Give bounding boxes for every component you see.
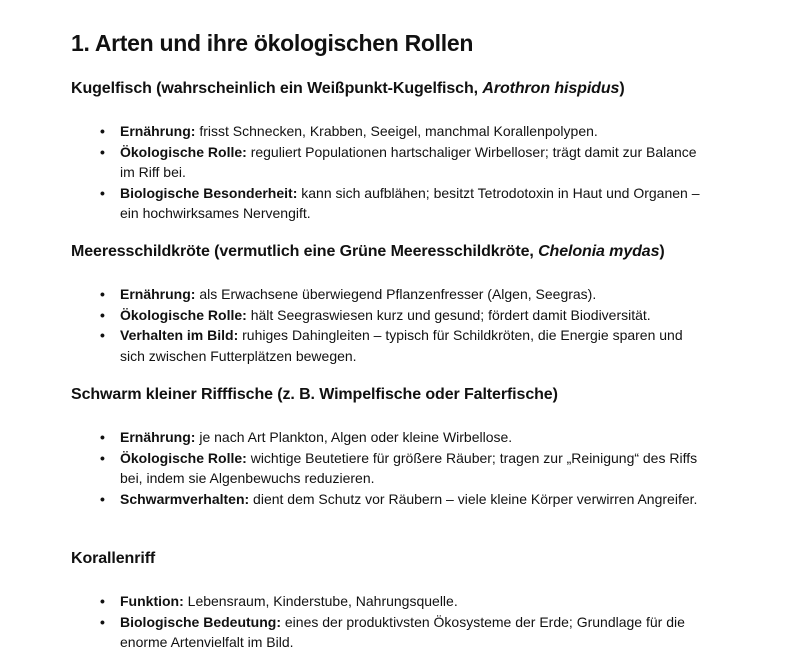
list-item	[100, 489, 700, 510]
item-text: ruhiges Dahingleiten – typisch für Schildkröten, die Energie sparen und sich zwischen Futterplätzen bewegen.	[120, 327, 683, 364]
item-text: als Erwachsene überwiegend Pflanzenfresser (Algen, Seegras).	[195, 286, 597, 302]
item-term: Ernährung:	[120, 123, 196, 139]
item-text: frisst Schnecken, Krabben, Seeigel, manchmal Korallenpolypen.	[195, 123, 598, 139]
bullet-icon: •	[100, 449, 105, 466]
heading-end: )	[659, 243, 665, 260]
bullet-icon: •	[100, 143, 105, 160]
list-item	[100, 142, 700, 183]
section-heading-korallenriff	[71, 550, 155, 568]
list-item	[100, 284, 710, 305]
list-item	[100, 448, 700, 489]
scientific-name: Chelonia mydas	[538, 243, 660, 260]
bullet-list-korallenriff	[100, 591, 700, 653]
heading-text: Schwarm kleiner Rifffische (z. B. Wimpelfische oder Falterfische)	[71, 386, 558, 403]
item-term: Ökologische Rolle:	[120, 306, 247, 323]
item-term: Ökologische Rolle:	[120, 143, 247, 160]
scientific-name: Arothron hispidus	[482, 80, 620, 97]
bullet-list-rifffische	[100, 427, 700, 509]
bullet-icon: •	[100, 429, 105, 445]
bullet-list-meeresschildkroete	[100, 284, 710, 366]
heading-text: Meeresschildkröte (vermutlich eine Grüne Meeresschildkröte,	[71, 243, 539, 260]
heading-end: )	[619, 80, 625, 97]
item-text: wichtige Beutetiere für größere Räuber; tragen zur „Reinigung“ des Riffs bei, indem sie Algenbewuchs reduzieren.	[120, 449, 698, 486]
item-term: Ökologische Rolle:	[120, 449, 247, 466]
bullet-icon: •	[100, 123, 105, 139]
item-text: eines der produktivsten Ökosysteme der Erde; Grundlage für die enorme Artenvielfalt im Bild.	[120, 613, 685, 650]
item-text: hält Seegraswiesen kurz und gesund; fördert damit Biodiversität.	[246, 306, 651, 323]
list-item	[100, 121, 700, 142]
item-text: dient dem Schutz vor Räubern – viele kleine Körper verwirren Angreifer.	[249, 490, 698, 507]
bullet-icon: •	[100, 306, 105, 323]
item-text: je nach Art Plankton, Algen oder kleine Wirbellose.	[195, 429, 513, 445]
item-term: Biologische Bedeutung:	[120, 613, 281, 630]
bullet-icon: •	[100, 327, 105, 343]
bullet-list-kugelfisch	[100, 121, 700, 224]
item-term: Biologische Besonderheit:	[120, 184, 298, 201]
item-text: kann sich aufblähen; besitzt Tetrodotoxin in Haut und Organen – ein hochwirksames Nervengift.	[120, 184, 700, 221]
section-heading-meeresschildkroete	[71, 243, 665, 261]
list-item	[100, 427, 700, 448]
page-title: 1. Arten und ihre ökologischen Rollen	[71, 30, 474, 56]
item-term: Schwarmverhalten:	[120, 490, 250, 507]
heading-text: Korallenriff	[71, 550, 156, 567]
bullet-icon: •	[100, 286, 105, 302]
bullet-icon: •	[100, 490, 105, 507]
section-heading-kugelfisch	[71, 80, 625, 98]
bullet-icon: •	[100, 184, 105, 201]
item-term: Ernährung:	[120, 429, 196, 445]
list-item	[100, 612, 700, 653]
item-term: Funktion:	[120, 593, 184, 609]
item-term: Verhalten im Bild:	[120, 327, 239, 343]
list-item	[100, 591, 700, 612]
item-text: reguliert Populationen hartschaliger Wirbelloser; trägt damit zur Balance im Riff bei.	[120, 143, 697, 180]
bullet-icon: •	[100, 593, 105, 609]
heading-text: Kugelfisch (wahrscheinlich ein Weißpunkt-Kugelfisch,	[71, 80, 483, 97]
list-item	[100, 183, 700, 224]
section-heading-rifffische	[71, 386, 558, 404]
list-item	[100, 325, 710, 366]
item-text: Lebensraum, Kinderstube, Nahrungsquelle.	[183, 593, 458, 609]
bullet-icon: •	[100, 613, 105, 630]
item-term: Ernährung:	[120, 286, 196, 302]
list-item	[100, 305, 710, 326]
